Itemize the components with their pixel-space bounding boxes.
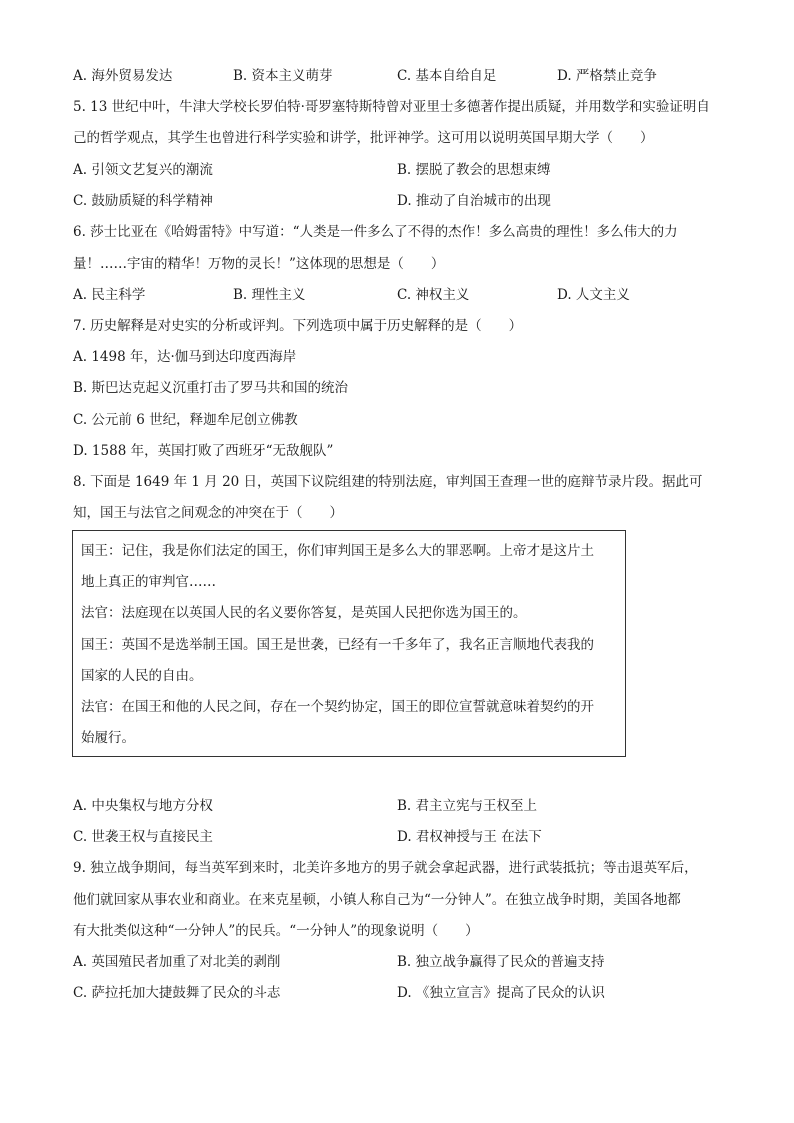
q6-stem-line-1: 6. 莎士比亚在《哈姆雷特》中写道：“人类是一件多么了不得的杰作！多么高贵的理性！多么伟大的力 — [73, 224, 678, 240]
q9-stem-line-3: 有大批类似这种“一分钟人”的民兵。“一分钟人”的现象说明（ ） — [73, 923, 479, 939]
q7-stem: 7. 历史解释是对史实的分析或评判。下列选项中属于历史解释的是（ ） — [73, 318, 523, 334]
q9-options-row-1 — [73, 952, 723, 972]
q5-option-b: B. 摆脱了教会的思想束缚 — [397, 162, 551, 178]
q6-option-d: D. 人文主义 — [557, 287, 630, 303]
q6-option-c: C. 神权主义 — [397, 287, 470, 303]
q8-box-line-7: 始履行。 — [81, 730, 135, 746]
q8-stem-line-1: 8. 下面是 1649 年 1 月 20 日，英国下议院组建的特别法庭，审判国王查理一世的庭辩节录片段。据此可 — [73, 474, 703, 490]
q8-box-line-5: 国家的人民的自由。 — [81, 668, 203, 684]
q7-option-d: D. 1588 年，英国打败了西班牙“无敌舰队” — [73, 443, 334, 459]
q9-option-d: D. 《独立宣言》提高了民众的认识 — [397, 985, 605, 1001]
q4-option-c: C. 基本自给自足 — [397, 68, 497, 84]
q5-options-row-2 — [73, 191, 723, 211]
q5-stem-line-1: 5. 13 世纪中叶，牛津大学校长罗伯特·哥罗塞特斯特曾对亚里士多德著作提出质疑，并用数学和实验证明自 — [73, 99, 710, 115]
q8-option-b: B. 君主立宪与王权至上 — [397, 798, 538, 814]
q9-options-row-2 — [73, 983, 723, 1003]
q8-box-line-3: 法官：法庭现在以英国人民的名义要你答复，是英国人民把你选为国王的。 — [81, 605, 527, 621]
q6-option-a: A. 民主科学 — [73, 287, 146, 303]
q8-options-row-2 — [73, 827, 723, 847]
q8-options-row-1 — [73, 796, 723, 816]
q8-box-line-1: 国王：记住，我是你们法定的国王，你们审判国王是多么大的罪恶啊。上帝才是这片土 — [81, 543, 594, 559]
q8-option-d: D. 君权神授与王 在法下 — [397, 829, 542, 845]
q4-option-b: B. 资本主义萌芽 — [233, 68, 333, 84]
q4-option-a: A. 海外贸易发达 — [73, 68, 173, 84]
q5-stem-line-2: 己的哲学观点，其学生也曾进行科学实验和讲学，批评神学。这可用以说明英国早期大学（ ） — [73, 130, 654, 146]
q6-stem-line-2: 量！……宇宙的精华！万物的灵长！”这体现的思想是（ ） — [73, 256, 445, 272]
q7-option-b: B. 斯巴达克起义沉重打击了罗马共和国的统治 — [73, 380, 349, 396]
q5-options-row-1 — [73, 160, 723, 180]
q7-option-c: C. 公元前 6 世纪，释迦牟尼创立佛教 — [73, 412, 298, 428]
q4-options — [73, 66, 723, 86]
q8-stem-line-2: 知，国王与法官之间观念的冲突在于（ ） — [73, 505, 343, 521]
q9-stem-line-1: 9. 独立战争期间，每当英军到来时，北美许多地方的男子就会拿起武器，进行武装抵抗；等击退英军后， — [73, 860, 698, 876]
q8-option-a: A. 中央集权与地方分权 — [73, 798, 213, 814]
q6-options — [73, 285, 723, 305]
q9-option-b: B. 独立战争赢得了民众的普遍支持 — [397, 954, 605, 970]
q8-box-line-6: 法官：在国王和他的人民之间，存在一个契约协定，国王的即位宣誓就意味着契约的开 — [81, 699, 594, 715]
q9-stem-line-2: 他们就回家从事农业和商业。在来克星顿，小镇人称自己为“一分钟人”。在独立战争时期，美国各地都 — [73, 892, 681, 908]
q5-option-c: C. 鼓励质疑的科学精神 — [73, 193, 213, 209]
q8-option-c: C. 世袭王权与直接民主 — [73, 829, 213, 845]
q5-option-a: A. 引领文艺复兴的潮流 — [73, 162, 213, 178]
q9-option-a: A. 英国殖民者加重了对北美的剥削 — [73, 954, 281, 970]
q4-option-d: D. 严格禁止竞争 — [557, 68, 657, 84]
q5-option-d: D. 推动了自治城市的出现 — [397, 193, 551, 209]
q8-box-line-4: 国王：英国不是选举制王国。国王是世袭，已经有一千多年了，我名正言顺地代表我的 — [81, 637, 594, 653]
q9-option-c: C. 萨拉托加大捷鼓舞了民众的斗志 — [73, 985, 281, 1001]
q7-option-a: A. 1498 年，达·伽马到达印度西海岸 — [73, 349, 297, 365]
q6-option-b: B. 理性主义 — [233, 287, 306, 303]
q8-box-line-2: 地上真正的审判官…… — [81, 574, 216, 590]
q8-dialogue-box — [72, 530, 626, 757]
